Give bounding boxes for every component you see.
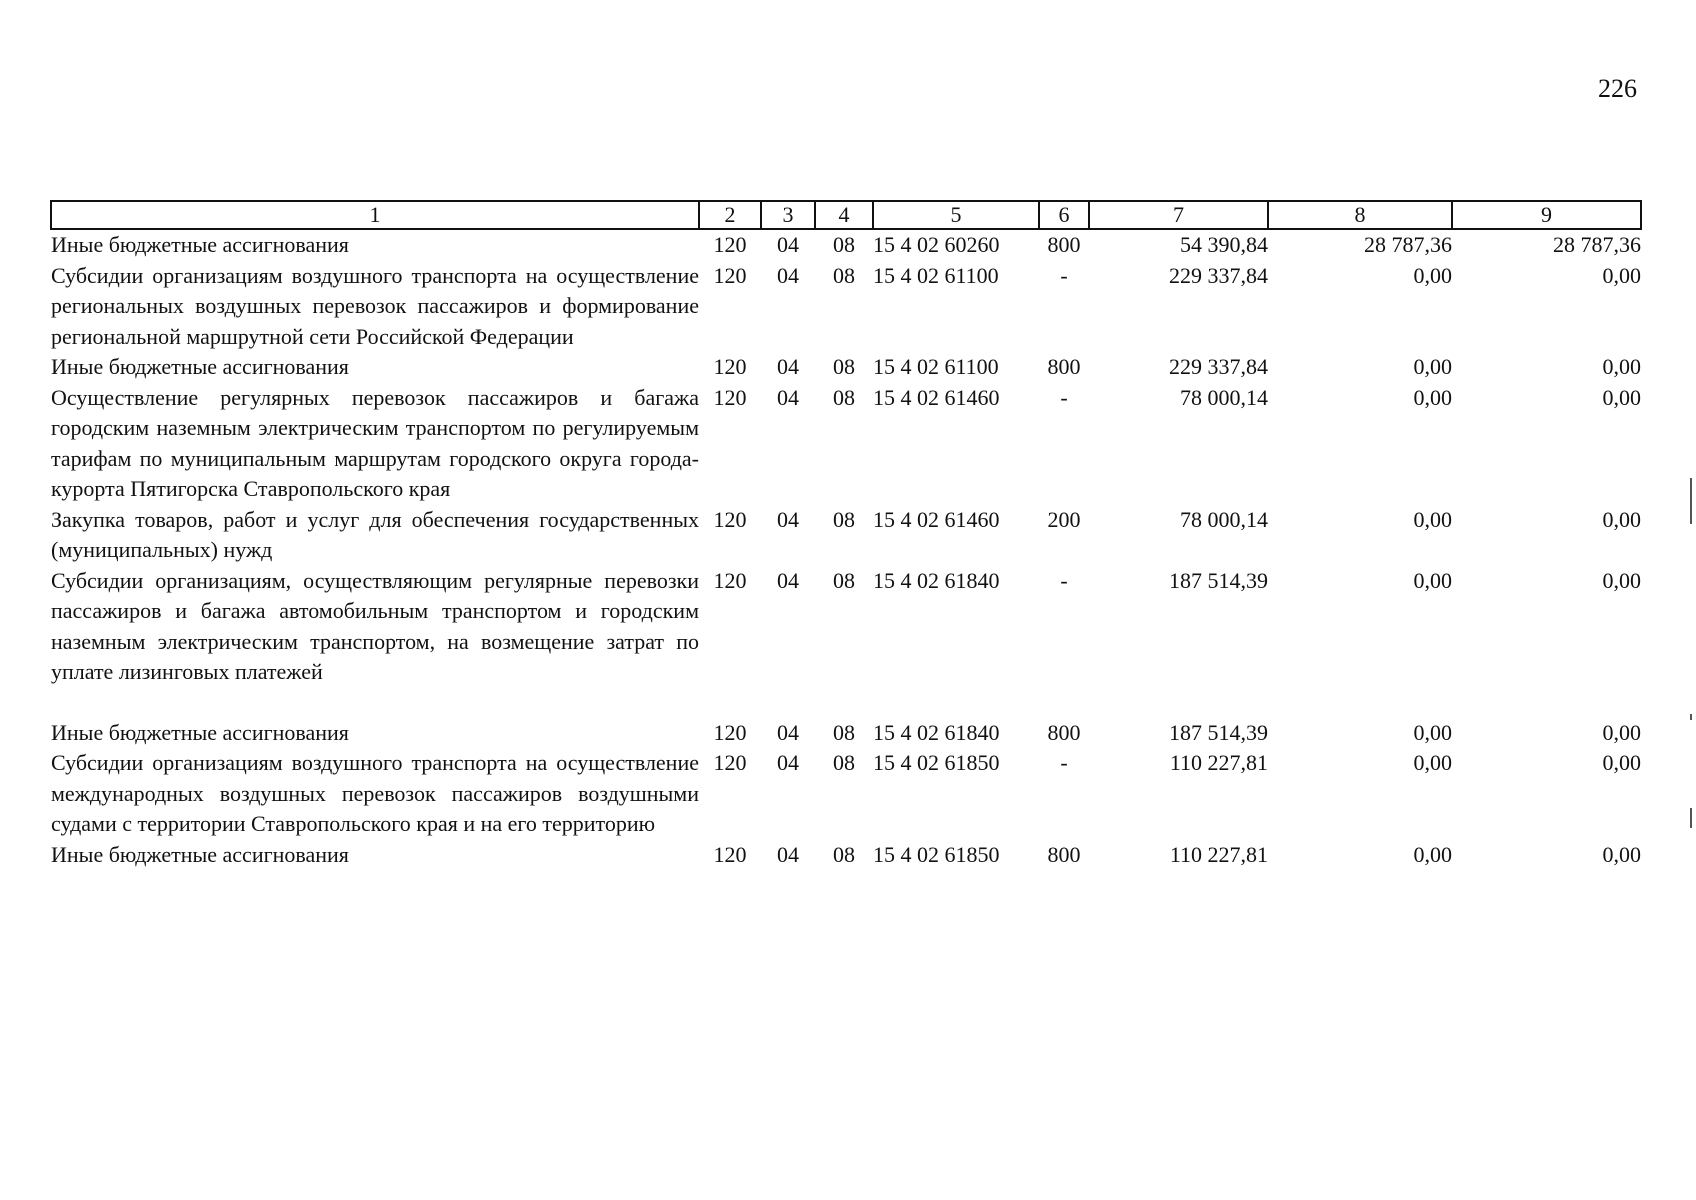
expense-type-code: 800 <box>1047 354 1081 379</box>
table-row <box>51 505 1641 566</box>
amount-col-7: 229 337,84 <box>1169 262 1268 288</box>
header-col-9: 9 <box>1452 201 1641 229</box>
subsection-code: 08 <box>833 262 855 288</box>
subsection-code: 08 <box>833 354 855 379</box>
expense-name: Иные бюджетные ассигнования <box>51 232 349 257</box>
target-article-code: 15 4 02 61850 <box>873 841 1000 867</box>
scan-edge-mark <box>1690 808 1692 828</box>
expense-type-code: - <box>1060 750 1068 775</box>
budget-table <box>50 200 1642 870</box>
ministry-code: 120 <box>713 354 747 379</box>
section-code: 04 <box>777 841 799 867</box>
amount-col-9: 0,00 <box>1602 354 1641 379</box>
expense-type-code: - <box>1060 567 1068 593</box>
ministry-code: 120 <box>713 262 747 288</box>
ministry-code: 120 <box>713 506 747 532</box>
subsection-code: 08 <box>833 719 855 745</box>
amount-col-8: 28 787,36 <box>1364 232 1452 257</box>
expense-name: Иные бюджетные ассигнования <box>51 841 349 867</box>
subsection-code: 08 <box>833 567 855 593</box>
section-code: 04 <box>777 384 799 410</box>
header-col-3: 3 <box>761 201 815 229</box>
subsection-code: 08 <box>833 232 855 257</box>
header-col-6: 6 <box>1039 201 1089 229</box>
amount-col-8: 0,00 <box>1413 719 1452 745</box>
subsection-code: 08 <box>833 506 855 532</box>
target-article-code: 15 4 02 61100 <box>873 262 999 288</box>
table-row <box>51 229 1641 261</box>
amount-col-8: 0,00 <box>1413 567 1452 593</box>
amount-col-9: 0,00 <box>1602 567 1641 593</box>
section-code: 04 <box>777 262 799 288</box>
ministry-code: 120 <box>713 750 747 775</box>
expense-name: Субсидии организациям, осуществляющим регулярные перевозки пассажиров и багажа автомобильным транспортом и городским наземным электрическим транспортом, на возмещение затрат по уплате лизинговых платежей <box>51 567 699 684</box>
amount-col-8: 0,00 <box>1413 841 1452 867</box>
target-article-code: 15 4 02 61840 <box>873 567 1000 593</box>
expense-name: Осуществление регулярных перевозок пассажиров и багажа городским наземным электрическим транспортом по регулируемым тарифам по муниципальным маршрутам городского округа города-курорта Пятигорска Ставропольского края <box>51 384 699 501</box>
amount-col-8: 0,00 <box>1413 384 1452 410</box>
target-article-code: 15 4 02 61840 <box>873 719 1000 745</box>
subsection-code: 08 <box>833 750 855 775</box>
header-col-7: 7 <box>1089 201 1268 229</box>
table-row <box>51 840 1641 871</box>
ministry-code: 120 <box>713 384 747 410</box>
header-col-1: 1 <box>51 201 699 229</box>
amount-col-7: 229 337,84 <box>1169 354 1268 379</box>
scan-edge-mark <box>1690 478 1692 524</box>
amount-col-8: 0,00 <box>1413 262 1452 288</box>
table-row <box>51 261 1641 353</box>
expense-name: Иные бюджетные ассигнования <box>51 354 349 379</box>
subsection-code: 08 <box>833 841 855 867</box>
expense-type-code: 800 <box>1047 719 1081 745</box>
ministry-code: 120 <box>713 841 747 867</box>
section-code: 04 <box>777 232 799 257</box>
expense-type-code: 800 <box>1047 232 1081 257</box>
amount-col-8: 0,00 <box>1413 506 1452 532</box>
amount-col-7: 78 000,14 <box>1180 506 1268 532</box>
section-code: 04 <box>777 719 799 745</box>
amount-col-9: 0,00 <box>1602 262 1641 288</box>
amount-col-9: 0,00 <box>1602 506 1641 532</box>
target-article-code: 15 4 02 61100 <box>873 354 999 379</box>
target-article-code: 15 4 02 61850 <box>873 750 1000 775</box>
amount-col-9: 28 787,36 <box>1553 232 1641 257</box>
section-code: 04 <box>777 506 799 532</box>
ministry-code: 120 <box>713 232 747 257</box>
header-col-4: 4 <box>815 201 873 229</box>
scan-edge-mark <box>1690 714 1692 720</box>
target-article-code: 15 4 02 61460 <box>873 384 1000 410</box>
header-col-5: 5 <box>873 201 1039 229</box>
subsection-code: 08 <box>833 384 855 410</box>
target-article-code: 15 4 02 61460 <box>873 506 1000 532</box>
expense-type-code: - <box>1060 384 1068 410</box>
section-code: 04 <box>777 354 799 379</box>
amount-col-7: 54 390,84 <box>1180 232 1268 257</box>
amount-col-7: 187 514,39 <box>1169 567 1268 593</box>
amount-col-9: 0,00 <box>1602 841 1641 867</box>
amount-col-9: 0,00 <box>1602 750 1641 775</box>
ministry-code: 120 <box>713 567 747 593</box>
expense-name: Закупка товаров, работ и услуг для обеспечения государственных (муниципальных) нужд <box>51 506 699 562</box>
expense-type-code: - <box>1060 262 1068 288</box>
target-article-code: 15 4 02 60260 <box>873 232 1000 257</box>
table-row <box>51 566 1641 718</box>
table-row <box>51 748 1641 840</box>
expense-name: Иные бюджетные ассигнования <box>51 719 349 745</box>
header-row <box>51 201 1641 229</box>
section-code: 04 <box>777 750 799 775</box>
header-col-2: 2 <box>699 201 761 229</box>
expense-type-code: 200 <box>1047 506 1081 532</box>
section-code: 04 <box>777 567 799 593</box>
amount-col-9: 0,00 <box>1602 719 1641 745</box>
expense-name: Субсидии организациям воздушного транспорта на осуществление международных воздушных перевозок пассажиров воздушными судами с территории Ставропольского края и на его территорию <box>51 750 699 836</box>
amount-col-7: 110 227,81 <box>1169 841 1268 867</box>
table-row <box>51 718 1641 749</box>
amount-col-7: 110 227,81 <box>1169 750 1268 775</box>
ministry-code: 120 <box>713 719 747 745</box>
header-col-8: 8 <box>1268 201 1452 229</box>
amount-col-8: 0,00 <box>1413 750 1452 775</box>
amount-col-8: 0,00 <box>1413 354 1452 379</box>
table-row <box>51 352 1641 383</box>
amount-col-9: 0,00 <box>1602 384 1641 410</box>
page-number: 226 <box>1598 74 1637 103</box>
expense-name: Субсидии организациям воздушного транспорта на осуществление региональных воздушных перевозок пассажиров и формирование региональной маршрутной сети Российской Федерации <box>51 262 699 349</box>
amount-col-7: 78 000,14 <box>1180 384 1268 410</box>
expense-type-code: 800 <box>1047 841 1081 867</box>
table-row <box>51 383 1641 505</box>
amount-col-7: 187 514,39 <box>1169 719 1268 745</box>
